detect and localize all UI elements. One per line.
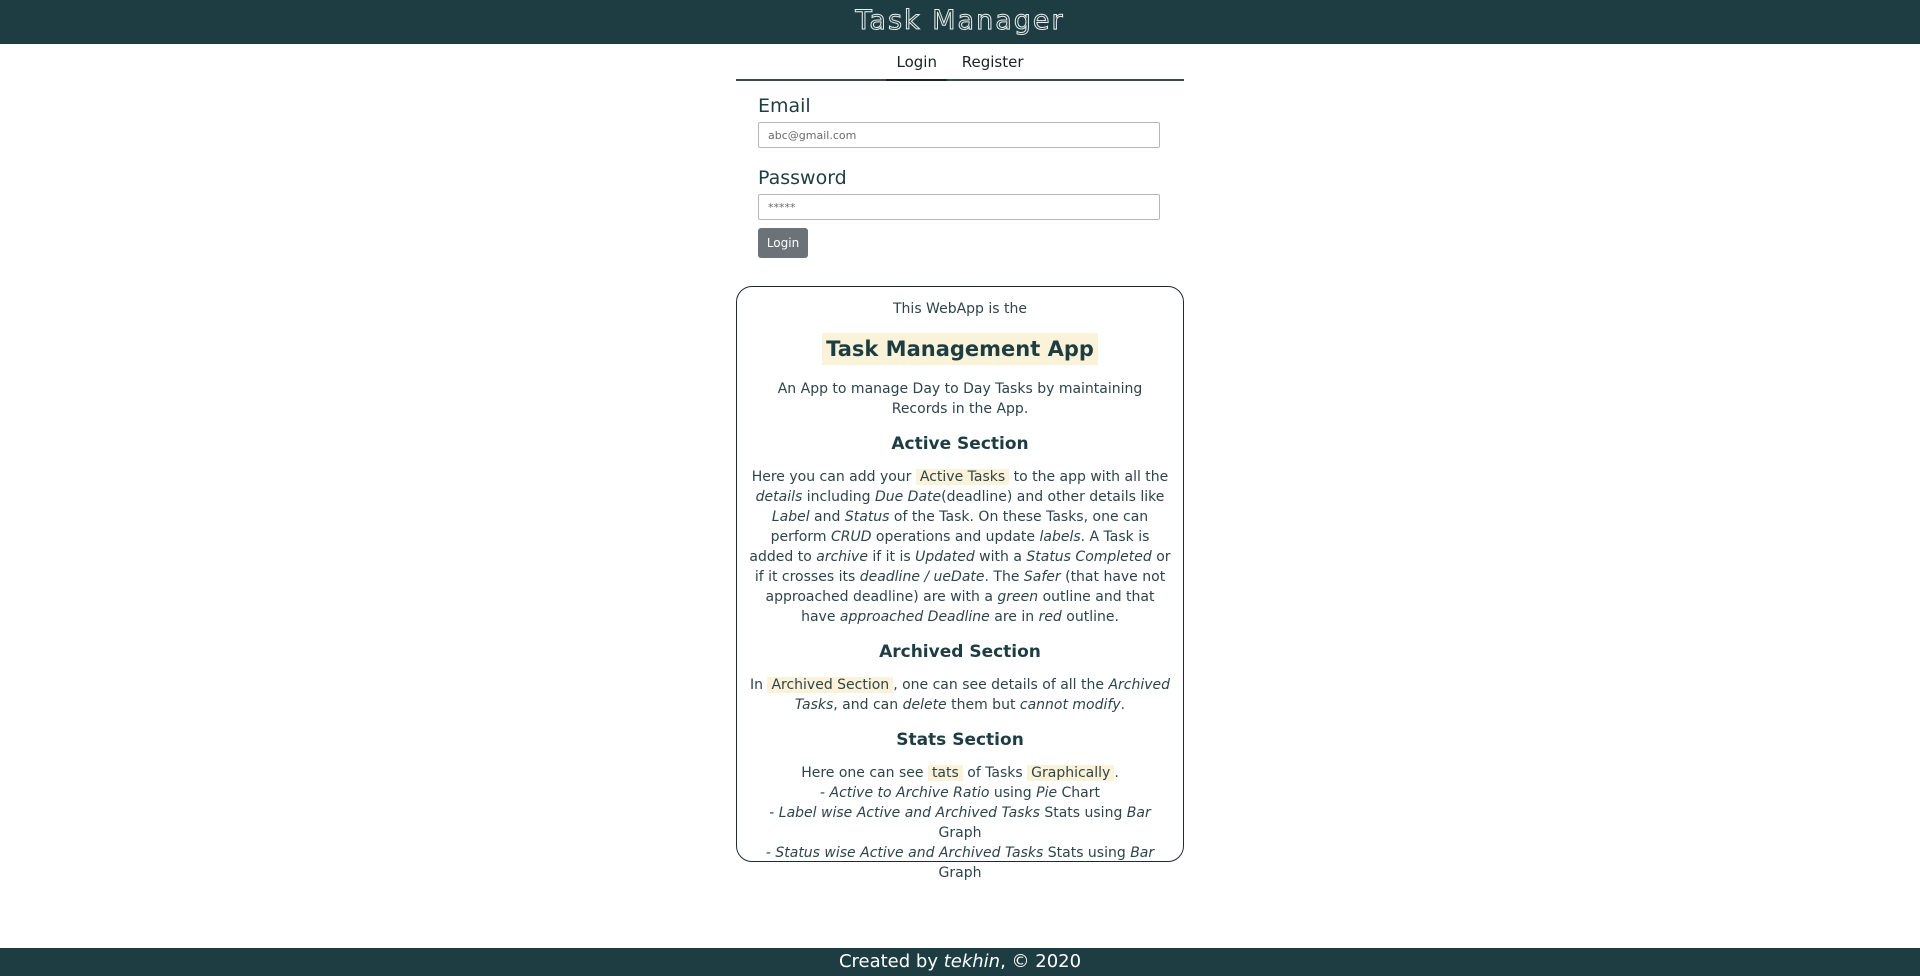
archived-section-heading: Archived Section xyxy=(879,642,1041,662)
active-section-heading: Active Section xyxy=(891,434,1029,454)
tab-login[interactable]: Login xyxy=(886,44,946,81)
password-field[interactable] xyxy=(758,194,1160,220)
top-navbar xyxy=(0,0,1920,44)
intro-text: This WebApp is the xyxy=(893,301,1027,317)
login-form xyxy=(758,90,1162,258)
app-title: Task Manager xyxy=(855,5,1065,36)
auth-tabs xyxy=(736,44,1184,81)
stats-section-heading: Stats Section xyxy=(896,730,1024,750)
archived-section-text: In Archived Section , one can see details of all the Archived Tasks, and can delete them but cannot modify. xyxy=(749,677,1171,713)
login-button[interactable]: Login xyxy=(758,228,808,258)
email-field[interactable] xyxy=(758,122,1160,148)
password-label: Password xyxy=(758,167,847,189)
footer-prefix: Created by xyxy=(838,951,944,972)
stats-item-status-bar: - Status wise Active and Archived Tasks Stats using Bar Graph xyxy=(765,845,1155,881)
app-description: An App to manage Day to Day Tasks by maintaining Records in the App. xyxy=(777,381,1143,417)
footer-author: tekhin xyxy=(943,951,1001,972)
card-title: Task Management App xyxy=(822,333,1098,365)
stats-item-pie: - Active to Archive Ratio using Pie Chart xyxy=(819,785,1101,801)
app-info-card xyxy=(736,286,1184,881)
footer xyxy=(0,948,1920,976)
active-section-text: Here you can add your Active Tasks to the app with all the details including Due Date(deadline) and other details like Label and Status of the Task. On these Tasks, one can perform CRUD operations and update labels. A Task is added to archive if it is Updated with a Status Completed or if it crosses its deadline / ueDate. The Safer (that have not approached deadline) are with a green outline and that have approached Deadline are in red outline. xyxy=(749,469,1171,625)
stats-item-label-bar: - Label wise Active and Archived Tasks Stats using Bar Graph xyxy=(769,805,1151,841)
email-label: Email xyxy=(758,95,811,117)
footer-suffix: , © 2020 xyxy=(1000,951,1082,972)
tab-register[interactable]: Register xyxy=(961,53,1024,71)
stats-section-text: Here one can see tats of Tasks Graphically . xyxy=(801,765,1119,781)
